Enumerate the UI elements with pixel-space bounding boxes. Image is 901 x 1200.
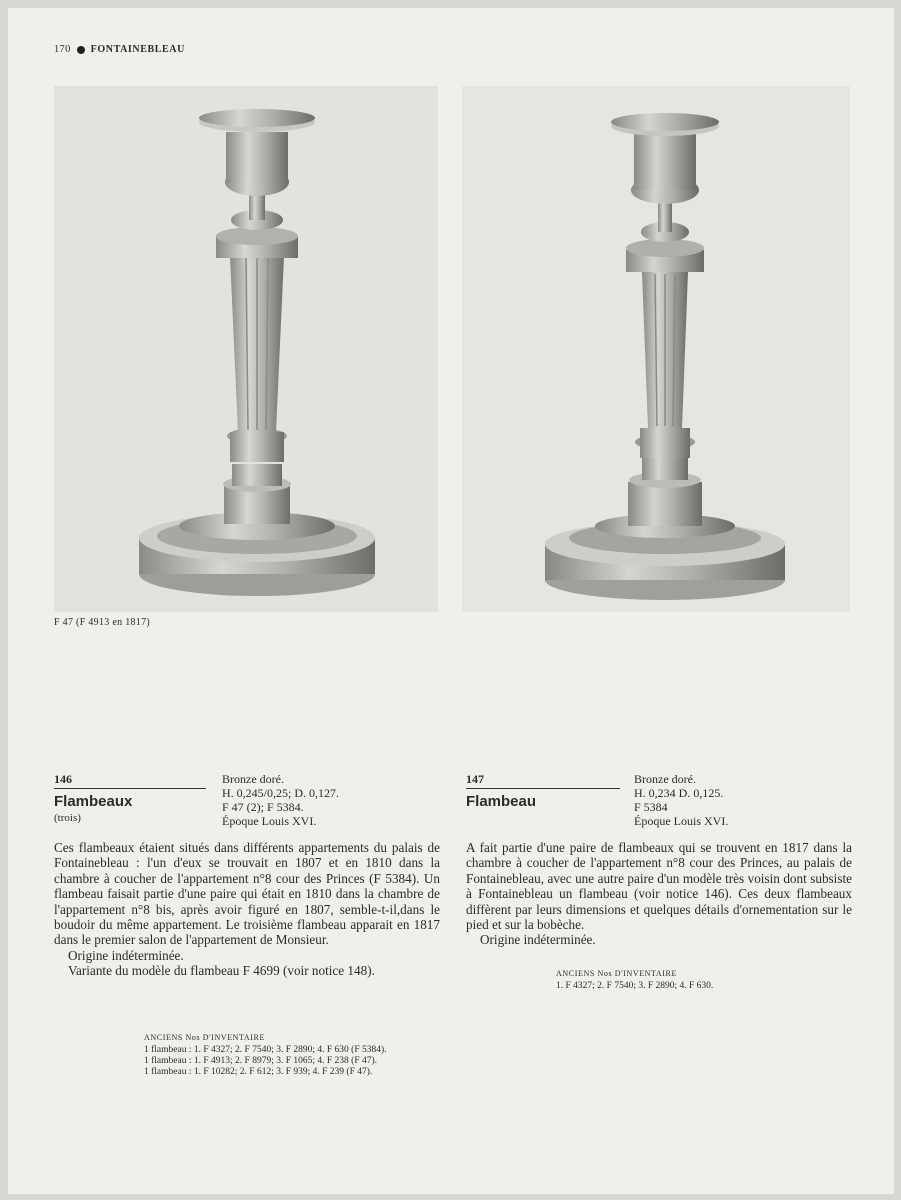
inventory-heading: ANCIENS Nos D'INVENTAIRE [144, 1033, 265, 1042]
inventory-heading: ANCIENS Nos D'INVENTAIRE [556, 969, 677, 978]
candlestick-illustration [462, 86, 850, 612]
body-paragraph: Ces flambeaux étaient situés dans différents appartements du palais de Fontainebleau : l'un d'eux se trouvait en 1807 et en 1810 dans la chambre à coucher de l'appartement n°8 cour des Princes (F 5384). Un flambeau faisait partie d'une paire qui était en 1810 dans la chambre de l'appartement n°8 bis, après avoir figuré en 1807, semble-t-il,dans le boudoir du même appartement. Le troisième flambeau apparait en 1817 dans le premier salon de l'appartement de Monsieur. [54, 840, 440, 948]
inventory-list [144, 1032, 440, 1078]
entry-specs [222, 772, 339, 828]
body-paragraph: Variante du modèle du flambeau F 4699 (voir notice 148). [68, 963, 375, 979]
spec-dimensions: H. 0,234 D. 0,125. [634, 786, 724, 800]
spec-material: Bronze doré. [222, 772, 284, 786]
spec-inventory: F 5384 [634, 800, 668, 814]
entry-number: 147 [466, 772, 484, 786]
entry-number: 146 [54, 772, 72, 786]
entry-subtitle: (trois) [54, 812, 81, 824]
candlestick-photo-147 [462, 86, 850, 612]
entry-rule [466, 788, 620, 789]
bullet-dot [77, 46, 85, 54]
body-paragraph: A fait partie d'une paire de flambeaux qui se trouvent en 1817 dans la chambre à coucher de l'appartement n°8 cour des Princes, au palais de Fontainebleau, avec une autre paire d'un modèle très voisin dont subsiste à Fontainebleau un flambeau (voir notice 146). Ces deux flambeaux diffèrent par leurs dimensions et quelques détails d'ornementation sur le pied et sur la bobèche. [466, 840, 852, 933]
inventory-line: 1 flambeau : 1. F 4327; 2. F 7540; 3. F 2890; 4. F 630 (F 5384). [144, 1045, 387, 1055]
inventory-list [556, 968, 846, 992]
entry-title: Flambeau [466, 793, 537, 810]
spec-period: Époque Louis XVI. [634, 814, 729, 828]
entry-specs [634, 772, 728, 828]
inventory-line: 1 flambeau : 1. F 10282; 2. F 612; 3. F 939; 4. F 239 (F 47). [144, 1067, 373, 1077]
spec-dimensions: H. 0,245/0,25; D. 0,127. [222, 786, 339, 800]
candlestick-photo-146 [54, 86, 438, 612]
candlestick-illustration [54, 86, 438, 612]
spec-period: Époque Louis XVI. [222, 814, 317, 828]
body-paragraph: Origine indéterminée. [480, 932, 596, 948]
photo-caption: F 47 (F 4913 en 1817) [54, 617, 151, 628]
inventory-line: 1. F 4327; 2. F 7540; 3. F 2890; 4. F 630. [556, 981, 714, 991]
spec-material: Bronze doré. [634, 772, 696, 786]
catalogue-page [8, 8, 894, 1194]
entry-rule [54, 788, 206, 789]
inventory-line: 1 flambeau : 1. F 4913; 2. F 8979; 3. F 1065; 4. F 238 (F 47). [144, 1056, 378, 1066]
running-head [54, 44, 185, 55]
entry-body [54, 840, 440, 979]
page-number: 170 [54, 44, 71, 55]
section-title: FONTAINEBLEAU [90, 44, 185, 55]
spec-inventory: F 47 (2); F 5384. [222, 800, 304, 814]
entry-title: Flambeaux [54, 793, 133, 810]
body-paragraph: Origine indéterminée. [68, 947, 184, 963]
entry-body [466, 840, 852, 948]
